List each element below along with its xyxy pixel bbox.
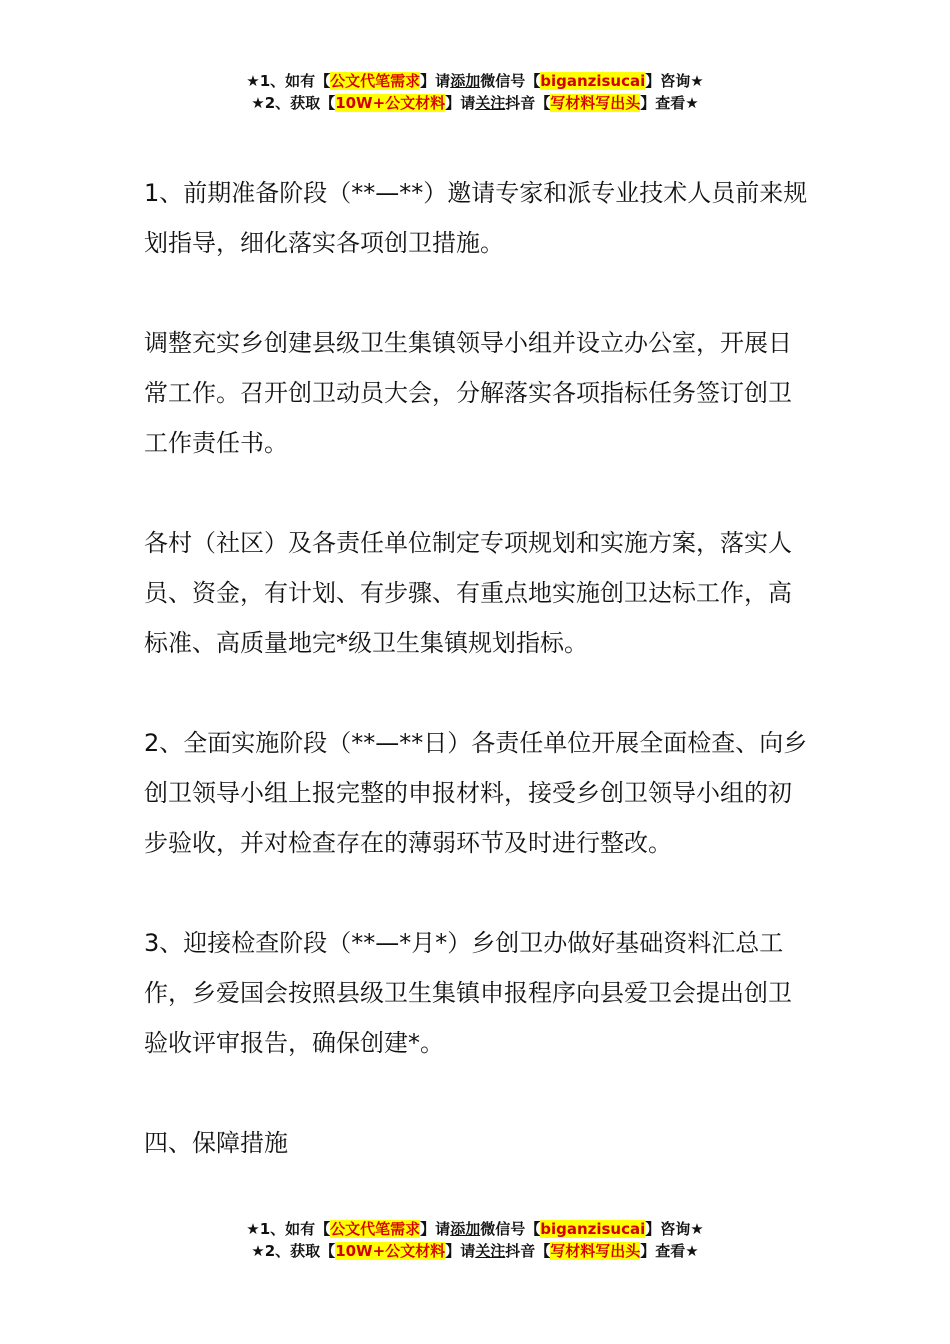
- banner-highlight: 10W+公文材料: [335, 94, 446, 112]
- banner-text: 微信号【: [480, 1220, 541, 1238]
- banner-text: 】查看★: [640, 94, 699, 112]
- banner-text: 抖音【: [505, 1242, 551, 1260]
- banner-line-2: [0, 92, 950, 114]
- footer-banner: [0, 1218, 950, 1262]
- banner-highlight: 公文代笔需求: [330, 72, 421, 90]
- header-banner: [0, 70, 950, 114]
- paragraph: 调整充实乡创建县级卫生集镇领导小组并设立办公室，开展日常工作。召开创卫动员大会，分解落实各项指标任务签订创卫工作责任书。: [144, 329, 792, 457]
- banner-text: ★2、获取【: [251, 1242, 336, 1260]
- banner-text: 抖音【: [505, 94, 551, 112]
- banner-text: 】请: [420, 1220, 451, 1238]
- banner-text: 】请: [445, 94, 476, 112]
- banner-douyin-id: 写材料写出头: [550, 1242, 641, 1260]
- banner-text: 】请: [420, 72, 451, 90]
- banner-text: 】请: [445, 1242, 476, 1260]
- banner-line-2: [0, 1240, 950, 1262]
- banner-text: 】查看★: [640, 1242, 699, 1260]
- banner-underlined: 关注: [475, 94, 506, 112]
- banner-highlight: 公文代笔需求: [330, 1220, 421, 1238]
- banner-text: ★1、如有【: [246, 72, 331, 90]
- banner-underlined: 关注: [475, 1242, 506, 1260]
- document-body: [144, 168, 814, 1168]
- banner-text: 】咨询★: [645, 72, 704, 90]
- banner-underlined: 添加: [450, 1220, 481, 1238]
- banner-text: ★2、获取【: [251, 94, 336, 112]
- banner-text: 微信号【: [480, 72, 541, 90]
- paragraph: 3、迎接检查阶段（**—*月*）乡创卫办做好基础资料汇总工作，乡爱国会按照县级卫生集镇申报程序向县爱卫会提出创卫验收评审报告，确保创建*。: [144, 929, 792, 1057]
- banner-text: ★1、如有【: [246, 1220, 331, 1238]
- paragraph: 1、前期准备阶段（**—**）邀请专家和派专业技术人员前来规划指导，细化落实各项创卫措施。: [144, 179, 808, 257]
- section-heading: 四、保障措施: [144, 1129, 288, 1157]
- banner-line-1: [0, 70, 950, 92]
- banner-underlined: 添加: [450, 72, 481, 90]
- banner-line-1: [0, 1218, 950, 1240]
- banner-text: 】咨询★: [645, 1220, 704, 1238]
- banner-wechat-id: biganzisucai: [540, 1220, 646, 1238]
- paragraph: 各村（社区）及各责任单位制定专项规划和实施方案，落实人员、资金，有计划、有步骤、有重点地实施创卫达标工作，高标准、高质量地完*级卫生集镇规划指标。: [144, 529, 792, 657]
- paragraph: 2、全面实施阶段（**—**日）各责任单位开展全面检查、向乡创卫领导小组上报完整的申报材料，接受乡创卫领导小组的初步验收，并对检查存在的薄弱环节及时进行整改。: [144, 729, 808, 857]
- banner-highlight: 10W+公文材料: [335, 1242, 446, 1260]
- banner-douyin-id: 写材料写出头: [550, 94, 641, 112]
- banner-wechat-id: biganzisucai: [540, 72, 646, 90]
